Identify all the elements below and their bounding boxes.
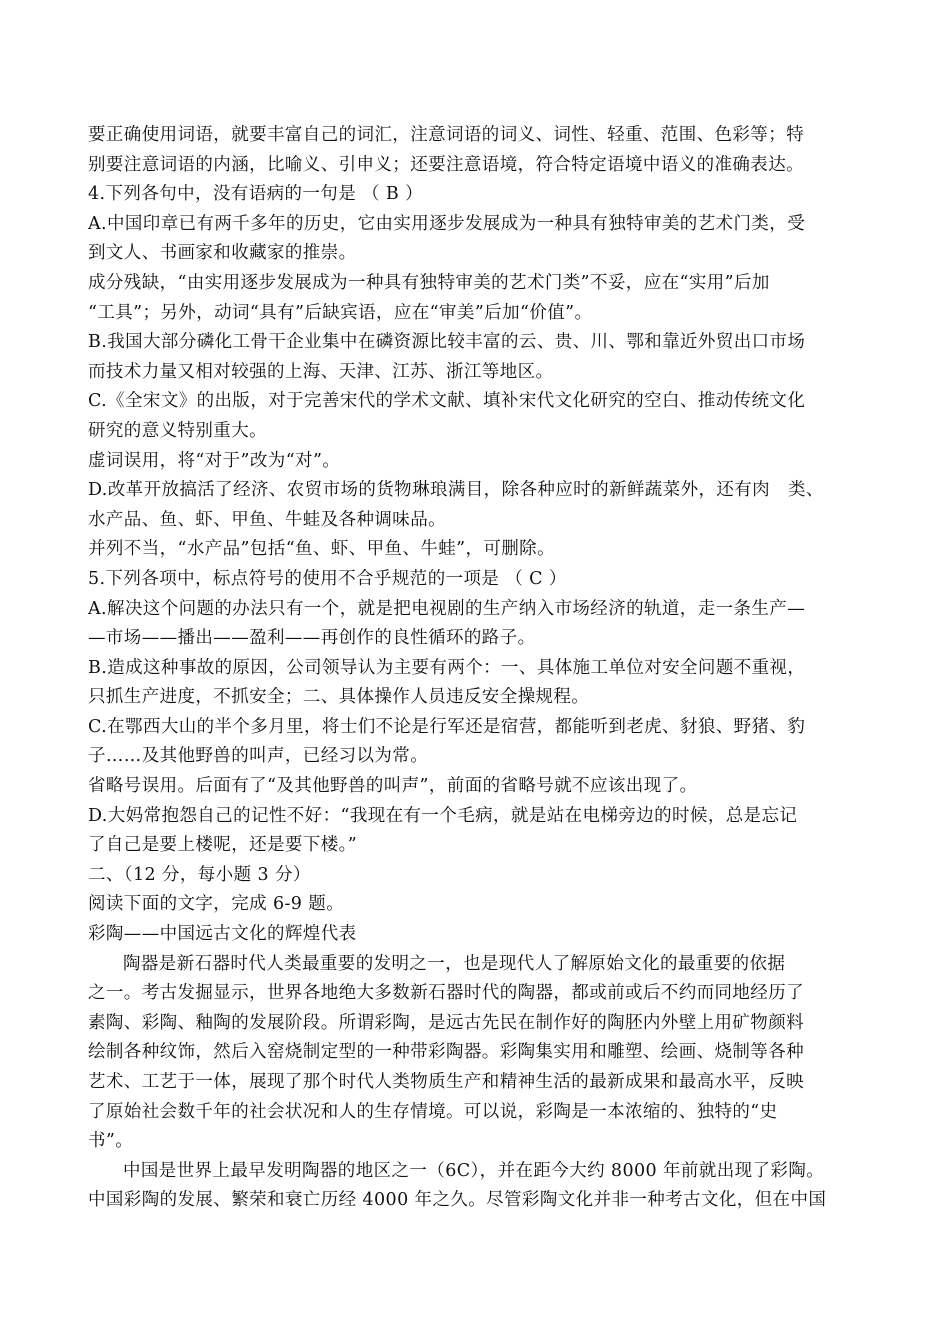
question-5-option-b: 只抓生产进度，不抓安全；二、具体操作人员违反安全操规程。 <box>88 687 590 708</box>
passage-paragraph-line: 绘制各种纹饰，然后入窑烧制定型的一种带彩陶器。彩陶集实用和雕塑、绘画、烧制等各种 <box>88 1042 804 1063</box>
passage-paragraph-line: 陶器是新石器时代人类最重要的发明之一，也是现代人了解原始文化的最重要的依据 <box>123 953 786 974</box>
explanation-text: 成分残缺，“由实用逐步发展成为一种具有独特审美的艺术门类”不妥，应在“实用”后加 <box>88 272 770 293</box>
question-4-option-c: 研究的意义特别重大。 <box>88 420 267 441</box>
passage-paragraph-line: 了原始社会数千年的社会状况和人的生存情境。可以说，彩陶是一本浓缩的、独特的“史 <box>88 1101 778 1122</box>
body-text-line: 要正确使用词语，就要丰富自己的词汇，注意词语的词义、词性、轻重、范围、色彩等；特 <box>88 125 804 145</box>
question-4-option-a: A.中国印章已有两千多年的历史，它由实用逐步发展成为一种具有独特审美的艺术门类，受 <box>88 213 806 234</box>
explanation-text: 并列不当，“水产品”包括“鱼、虾、甲鱼、牛蛙”，可删除。 <box>88 539 555 560</box>
passage-paragraph-line: 素陶、彩陶、釉陶的发展阶段。所谓彩陶，是远古先民在制作好的陶胚内外壁上用矿物颜料 <box>88 1012 804 1033</box>
reading-instruction: 阅读下面的文字，完成 6-9 题。 <box>88 894 345 915</box>
explanation-text: 省略号误用。后面有了“及其他野兽的叫声”，前面的省略号就不应该出现了。 <box>88 776 698 797</box>
question-5-option-a: —市场——播出——盈利——再创作的良性循环的路子。 <box>88 628 536 649</box>
question-4-option-d: D.改革开放搞活了经济、农贸市场的货物琳琅满目，除各种应时的新鲜蔬菜外，还有肉 类、 <box>88 480 824 501</box>
explanation-text: “工具”；另外，动词“具有”后缺宾语，应在“审美”后加“价值”。 <box>88 302 593 323</box>
section-heading: 二、（12 分，每小题 3 分） <box>88 864 311 885</box>
passage-paragraph-line: 中国彩陶的发展、繁荣和衰亡历经 4000 年之久。尽管彩陶文化并非一种考古文化，但在中国 <box>88 1190 827 1211</box>
passage-paragraph-line: 艺术、工艺于一体，展现了那个时代人类物质生产和精神生活的最新成果和最高水平，反映 <box>88 1072 804 1092</box>
question-5-option-a: A.解决这个问题的办法只有一个，就是把电视剧的生产纳入市场经济的轨道，走一条生产— <box>88 598 806 619</box>
question-4-option-b: B.我国大部分磷化工骨干企业集中在磷资源比较丰富的云、贵、川、鄂和靠近外贸出口市场 <box>88 332 806 353</box>
question-4-option-a: 到文人、书画家和收藏家的推崇。 <box>88 243 357 264</box>
passage-paragraph-line: 之一。考古发掘显示，世界各地绝大多数新石器时代的陶器，都或前或后不约而同地经历了 <box>88 983 804 1004</box>
question-5-option-d: 了自己是要上楼呢，还是要下楼。” <box>88 835 358 856</box>
question-4-option-c: C.《全宋文》的出版，对于完善宋代的学术文献、填补宋代文化研究的空白、推动传统文化 <box>88 391 806 412</box>
passage-title: 彩陶——中国远古文化的辉煌代表 <box>88 924 357 945</box>
passage-paragraph-line: 中国是世界上最早发明陶器的地区之一（6C），并在距今大约 8000 年前就出现了彩陶。 <box>123 1160 825 1181</box>
question-5-option-c: 子……及其他野兽的叫声，已经习以为常。 <box>88 746 429 767</box>
question-5-stem: 5.下列各项中，标点符号的使用不合乎规范的一项是 （ C ） <box>88 568 567 589</box>
question-4-stem: 4.下列各句中，没有语病的一句是 （ B ） <box>88 184 424 205</box>
question-5-option-c: C.在鄂西大山的半个多月里，将士们不论是行军还是宿营，都能听到老虎、豺狼、野猪、豹 <box>88 716 806 737</box>
question-5-option-d: D.大妈常抱怨自己的记性不好：“我现在有一个毛病，就是站在电梯旁边的时候，总是忘记 <box>88 805 798 826</box>
question-4-option-b: 而技术力量又相对较强的上海、天津、江苏、浙江等地区。 <box>88 361 554 382</box>
question-5-option-b: B.造成这种事故的原因，公司领导认为主要有两个：一、具体施工单位对安全问题不重视， <box>88 657 806 678</box>
body-text-line: 别要注意词语的内涵，比喻义、引申义；还要注意语境，符合特定语境中语义的准确表达。 <box>88 154 804 175</box>
explanation-text: 虚词误用，将“对于”改为“对”。 <box>88 450 341 471</box>
question-4-option-d: 水产品、鱼、虾、甲鱼、牛蛙及各种调味品。 <box>88 509 446 530</box>
document-page <box>88 121 878 1216</box>
passage-paragraph-line: 书”。 <box>88 1131 134 1152</box>
